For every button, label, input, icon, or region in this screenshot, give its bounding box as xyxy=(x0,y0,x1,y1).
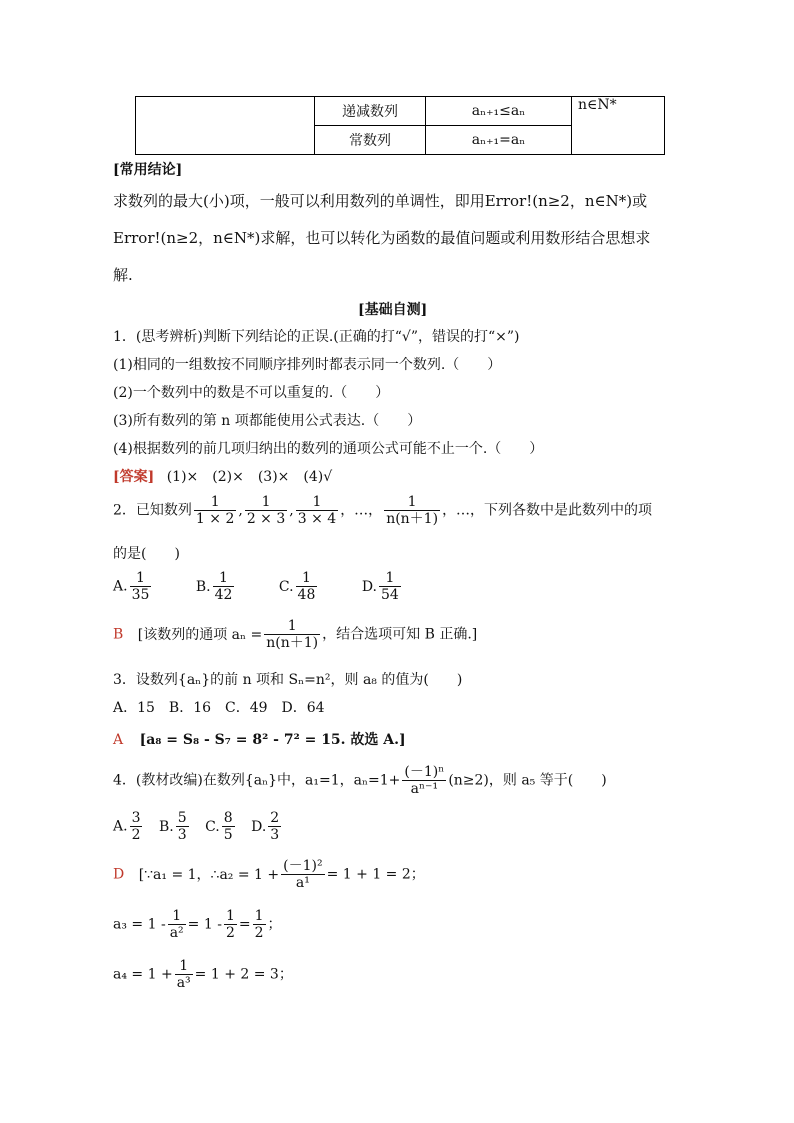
answer-text: [a₈ = S₈ - S₇ = 8² - 7² = 15. 故选 A.] xyxy=(139,732,406,748)
table-cell-empty xyxy=(136,97,315,155)
fraction: $\frac{1}{n(n+1)}$ xyxy=(266,618,319,651)
answer-letter: A xyxy=(113,732,124,748)
fraction: $\frac{8}{5}$ xyxy=(223,810,233,843)
paragraph-line: Error!(n≥2，n∈N*)求解，也可以转化为函数的最值问题或利用数形结合思想求 xyxy=(113,229,651,247)
list-item: (1)相同的一组数按不同顺序排列时都表示同一个数列.（ ） xyxy=(113,357,502,373)
list-item: (2)一个数列中的数是不可以重复的.（ ） xyxy=(113,385,390,401)
table-cell: 常数列 xyxy=(315,126,426,155)
options-row: A. $\frac{1}{35}$ B. $\frac{1}{42}$ C. $\frac{1}{48}$ D. $\frac{1}{54}$ xyxy=(113,570,399,603)
fraction: $\frac{1}{35}$ xyxy=(131,570,150,603)
answer-letter: B xyxy=(113,626,124,643)
table-cell: 递减数列 xyxy=(315,97,426,126)
fraction: $\frac{1}{\text{a²}}$ xyxy=(169,908,184,941)
fraction: $\frac{1}{48}$ xyxy=(297,570,316,603)
fraction: $\frac{1}{2}$ xyxy=(225,908,235,941)
section-heading: [基础自测] xyxy=(358,302,428,318)
fraction: $\frac{1}{3 \times 4}$ xyxy=(297,494,337,527)
paragraph-line: 求数列的最大(小)项，一般可以利用数列的单调性，即用Error!(n≥2，n∈N*)或 xyxy=(113,192,648,210)
table-row xyxy=(136,97,665,126)
answer-line: D [∵a₁ = 1，∴a₂ = 1 + $\frac{\text{(－1)²}}{\text{a¹}}$ = 1 + 1 = 2； xyxy=(113,858,425,891)
question-stem: 2．已知数列 $\frac{1}{1 \times 2}$ , $\frac{1}{2 \times 3}$ , $\frac{1}{3 \times 4}$ ，…， $\frac{1}{n(n+1)}$ ，…，下列各数中是此数列中的项 xyxy=(113,494,653,527)
section-heading: [常用结论] xyxy=(113,162,183,178)
table-cell: aₙ₊₁=aₙ xyxy=(426,126,572,155)
fraction: $\frac{1}{42}$ xyxy=(214,570,233,603)
table-cell: aₙ₊₁≤aₙ xyxy=(426,97,572,126)
fraction: $\frac{\text{(－1)ⁿ}}{\text{aⁿ⁻¹}}$ xyxy=(404,764,445,797)
monotonic-table xyxy=(135,96,665,155)
answer-letter: D xyxy=(113,866,125,883)
fraction: $\frac{3}{2}$ xyxy=(131,810,141,843)
fraction: $\frac{2}{3}$ xyxy=(270,810,280,843)
fraction: $\frac{1}{2}$ xyxy=(254,908,264,941)
fraction: $\frac{\text{(－1)²}}{\text{a¹}}$ xyxy=(283,858,323,891)
answer-label: [答案] xyxy=(113,469,155,485)
solution-step: a₃ = 1 - $\frac{1}{\text{a²}}$ = 1 - $\frac{1}{2}$ = $\frac{1}{2}$ ； xyxy=(113,908,282,941)
list-item: (3)所有数列的第 n 项都能使用公式表达.（ ） xyxy=(113,413,422,429)
stem-text: 2．已知数列 xyxy=(113,502,192,519)
question-stem: 3．设数列{aₙ}的前 n 项和 Sₙ=n²，则 a₈ 的值为( ) xyxy=(113,672,463,688)
fraction: $\frac{1}{1 \times 2}$ xyxy=(195,494,235,527)
fraction: $\frac{5}{3}$ xyxy=(177,810,187,843)
question-stem: 4．(教材改编)在数列{aₙ}中，a₁=1，aₙ=1+ $\frac{\text{(－1)ⁿ}}{\text{aⁿ⁻¹}}$ (n≥2)，则 a₅ 等于( ) xyxy=(113,764,607,797)
options-row: A. $\frac{3}{2}$ B. $\frac{5}{3}$ C. $\frac{8}{5}$ D. $\frac{2}{3}$ xyxy=(113,810,280,843)
solution-step: a₄ = 1 + $\frac{1}{\text{a³}}$ = 1 + 2 = 3； xyxy=(113,958,293,991)
table-cell: n∈N* xyxy=(572,97,665,155)
question-stem: 1．(思考辨析)判断下列结论的正误.(正确的打“√”，错误的打“×”) xyxy=(113,329,520,345)
list-item: (4)根据数列的前几项归纳出的数列的通项公式可能不止一个.（ ） xyxy=(113,441,544,457)
answer-line xyxy=(113,466,332,486)
paragraph-line: 解. xyxy=(113,266,133,284)
stem-text: ，…，下列各数中是此数列中的项 xyxy=(442,502,653,519)
fraction: $\frac{1}{2 \times 3}$ xyxy=(246,494,286,527)
question-stem: 的是( ) xyxy=(113,546,180,562)
fraction: $\frac{1}{54}$ xyxy=(381,570,399,603)
answer-text: (1)× (2)× (3)× (4)√ xyxy=(166,469,333,485)
answer-line: B [该数列的通项 aₙ = $\frac{1}{n(n+1)}$ ，结合选项可知 B 正确.] xyxy=(113,618,478,651)
options-row: A．15 B．16 C．49 D．64 xyxy=(113,700,325,716)
fraction: $\frac{1}{n(n+1)}$ xyxy=(386,494,439,527)
answer-line xyxy=(113,729,406,749)
fraction: $\frac{1}{\text{a³}}$ xyxy=(176,958,191,991)
